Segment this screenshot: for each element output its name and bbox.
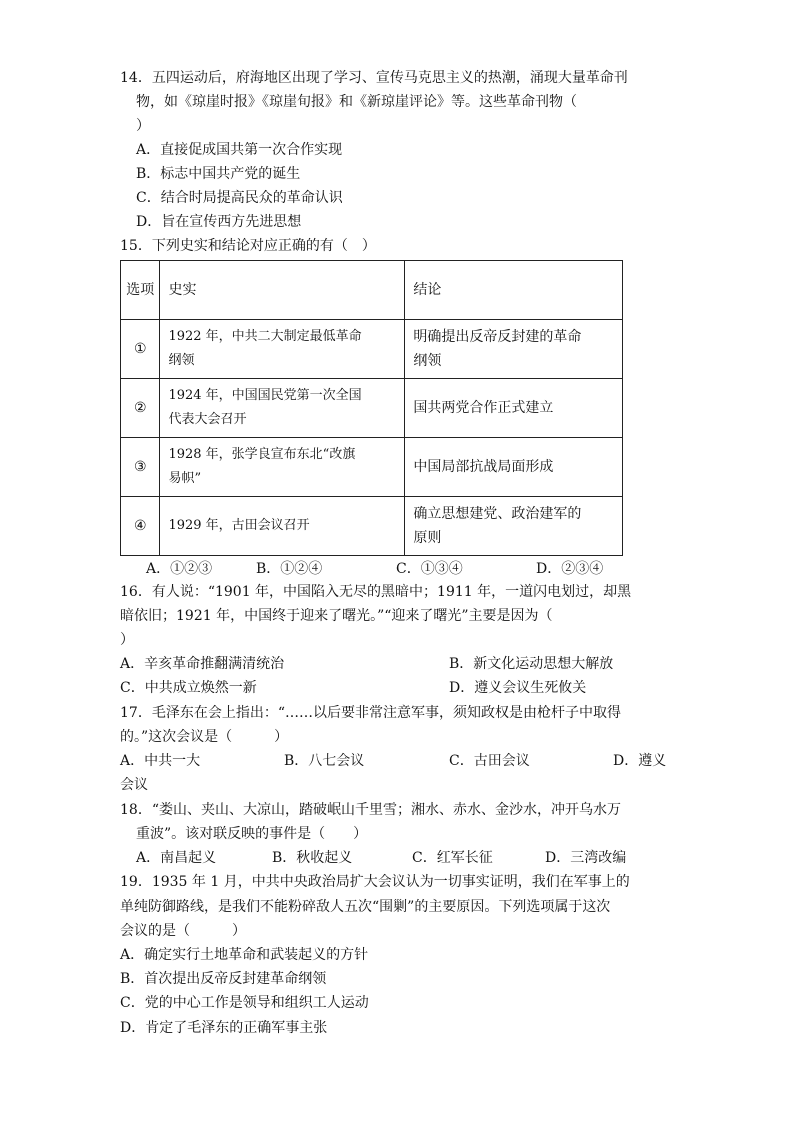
q15-option-b: B．①②④ xyxy=(256,561,323,577)
q15-stem: 15．下列史实和结论对应正确的有（ ） xyxy=(120,238,376,254)
q14-stem-line: 物，如《琼崖时报》《琼崖旬报》和《新琼崖评论》等。这些革命刊物（ xyxy=(136,94,577,110)
q19-stem-line: 19．1935 年 1 月，中共中央政治局扩大会议认为一切事实证明，我们在军事上的 xyxy=(120,874,630,890)
q15-table xyxy=(120,260,623,556)
q17-option-d: D．遵义 xyxy=(613,753,667,769)
q18-option-b: B．秋收起义 xyxy=(272,850,353,866)
q18-option-a: A．南昌起义 xyxy=(136,850,217,866)
header-conclusion: 结论 xyxy=(405,261,623,320)
table-row xyxy=(121,497,623,556)
q17-option-a: A．中共一大 xyxy=(120,753,201,769)
q19-option-d: D．肯定了毛泽东的正确军事主张 xyxy=(120,1020,328,1036)
row-fact: 1922 年，中共二大制定最低革命 纲领 xyxy=(160,320,405,379)
q14-option-a: A．直接促成国共第一次合作实现 xyxy=(136,142,343,158)
q16-option-c: C．中共成立焕然一新 xyxy=(120,680,257,696)
q17-stem-line: 17．毛泽东在会上指出：“……以后要非常注意军事，须知政权是由枪杆子中取得 xyxy=(120,705,621,721)
row-id: ④ xyxy=(121,497,160,556)
header-option: 选项 xyxy=(121,261,160,320)
q14-stem-line: 14．五四运动后，府海地区出现了学习、宣传马克思主义的热潮，涌现大量革命刊 xyxy=(120,70,628,86)
row-id: ① xyxy=(121,320,160,379)
row-fact: 1928 年，张学良宣布东北“改旗 易帜” xyxy=(160,438,405,497)
q18-option-c: C．红军长征 xyxy=(412,850,493,866)
q14-option-b: B．标志中国共产党的诞生 xyxy=(136,166,301,182)
q15-options xyxy=(0,558,793,578)
q17-option-c: C．古田会议 xyxy=(449,753,530,769)
q19-stem-line: 会议的是（ ） xyxy=(120,923,246,939)
row-conclusion: 确立思想建党、政治建军的 原则 xyxy=(405,497,623,556)
table-header-row xyxy=(121,261,623,320)
q16-stem-line: 暗依旧；1921 年，中国终于迎来了曙光。”“迎来了曙光”主要是因为（ xyxy=(120,608,553,624)
q16-stem-line: ） xyxy=(120,632,134,648)
row-conclusion: 明确提出反帝反封建的革命 纲领 xyxy=(405,320,623,379)
row-conclusion: 国共两党合作正式建立 xyxy=(405,379,623,438)
row-fact: 1929 年，古田会议召开 xyxy=(160,497,405,556)
q17-stem-line: 的。”这次会议是（ ） xyxy=(120,729,289,745)
q18-stem-line: 重波”。该对联反映的事件是（ ） xyxy=(136,826,368,842)
q17-option-b: B．八七会议 xyxy=(284,753,365,769)
q16-option-d: D．遵义会议生死攸关 xyxy=(449,680,587,696)
q19-option-c: C．党的中心工作是领导和组织工人运动 xyxy=(120,995,369,1011)
q18-stem-line: 18．“娄山、夹山、大凉山，踏破岷山千里雪；湘水、赤水、金沙水，冲开乌水万 xyxy=(120,802,621,818)
q19-stem-line: 单纯防御路线，是我们不能粉碎敌人五次“围剿”的主要原因。下列选项属于这次 xyxy=(120,899,611,915)
q16-option-b: B．新文化运动思想大解放 xyxy=(449,656,614,672)
header-fact: 史实 xyxy=(160,261,405,320)
table-row xyxy=(121,438,623,497)
q16-option-a: A．辛亥革命推翻满清统治 xyxy=(120,656,285,672)
q15-option-d: D．②③④ xyxy=(536,561,604,577)
row-fact: 1924 年，中国国民党第一次全国 代表大会召开 xyxy=(160,379,405,438)
row-id: ③ xyxy=(121,438,160,497)
table-row xyxy=(121,379,623,438)
q14-option-d: D．旨在宣传西方先进思想 xyxy=(136,214,302,230)
table-row xyxy=(121,320,623,379)
q16-stem-line: 16．有人说：“1901 年，中国陷入无尽的黑暗中；1911 年，一道闪电划过，却黑 xyxy=(120,584,632,600)
q14-option-c: C．结合时局提高民众的革命认识 xyxy=(136,190,343,206)
row-id: ② xyxy=(121,379,160,438)
q17-option-d-wrap: 会议 xyxy=(120,777,148,793)
q14-stem-line: ） xyxy=(136,118,150,134)
q18-option-d: D．三湾改编 xyxy=(545,850,627,866)
row-conclusion: 中国局部抗战局面形成 xyxy=(405,438,623,497)
q19-option-b: B．首次提出反帝反封建革命纲领 xyxy=(120,971,327,987)
q15-option-c: C．①③④ xyxy=(396,561,463,577)
q15-option-a: A．①②③ xyxy=(146,561,213,577)
q19-option-a: A．确定实行土地革命和武装起义的方针 xyxy=(120,947,369,963)
